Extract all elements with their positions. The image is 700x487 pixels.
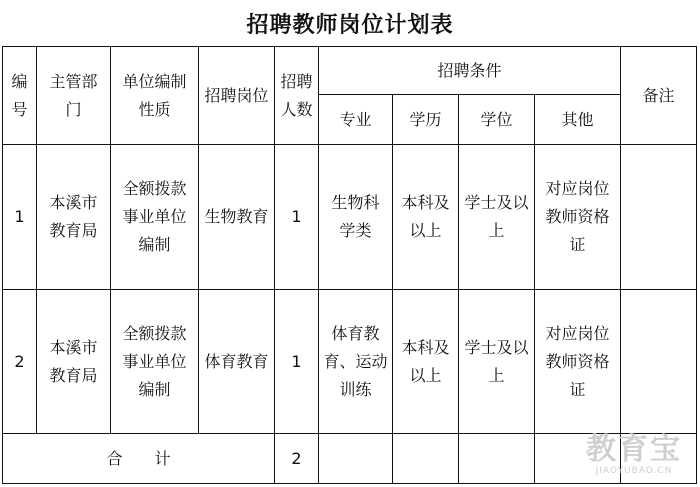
cell-degree: 学士及以 上 [459,290,535,434]
header-education: 学历 [393,95,459,145]
total-empty-cell [393,434,459,484]
document-title: 招聘教师岗位计划表 [246,13,454,38]
total-empty-cell [319,434,393,484]
cell-position: 体育教育 [199,290,275,434]
total-empty-cell [459,434,535,484]
header-major: 专业 [319,95,393,145]
cell-position: 生物教育 [199,145,275,290]
watermark-main-text: 教育宝 [586,432,682,467]
cell-remark [621,290,697,434]
watermark-sub-text: JIAOYUBAO.CN [595,466,673,476]
cell-other: 对应岗位 教师资格 证 [535,145,621,290]
cell-nature: 全额拨款 事业单位 编制 [111,145,199,290]
header-dept: 主管部 门 [37,47,111,145]
header-position: 招聘岗位 [199,47,275,145]
cell-remark [621,145,697,290]
header-remark: 备注 [621,47,697,145]
cell-nature: 全额拨款 事业单位 编制 [111,290,199,434]
cell-dept: 本溪市 教育局 [37,145,111,290]
header-conditions: 招聘条件 [319,47,621,95]
cell-major: 体育教 育、运动 训练 [319,290,393,434]
header-row [3,47,697,95]
cell-count: 1 [275,290,319,434]
cell-education: 本科及 以上 [393,145,459,290]
recruitment-plan-table [2,46,697,484]
cell-major: 生物科 学类 [319,145,393,290]
header-no: 编 号 [3,47,37,145]
cell-education: 本科及 以上 [393,290,459,434]
cell-degree: 学士及以 上 [459,145,535,290]
watermark-logo [586,432,682,477]
total-count: 2 [275,434,319,484]
table-row [3,290,697,434]
table-row [3,145,697,290]
header-degree: 学位 [459,95,535,145]
header-nature: 单位编制 性质 [111,47,199,145]
cell-no: 1 [3,145,37,290]
cell-other: 对应岗位 教师资格 证 [535,290,621,434]
total-label: 合 计 [3,434,275,484]
cell-count: 1 [275,145,319,290]
cell-dept: 本溪市 教育局 [37,290,111,434]
cell-no: 2 [3,290,37,434]
header-other: 其他 [535,95,621,145]
header-count: 招聘 人数 [275,47,319,145]
